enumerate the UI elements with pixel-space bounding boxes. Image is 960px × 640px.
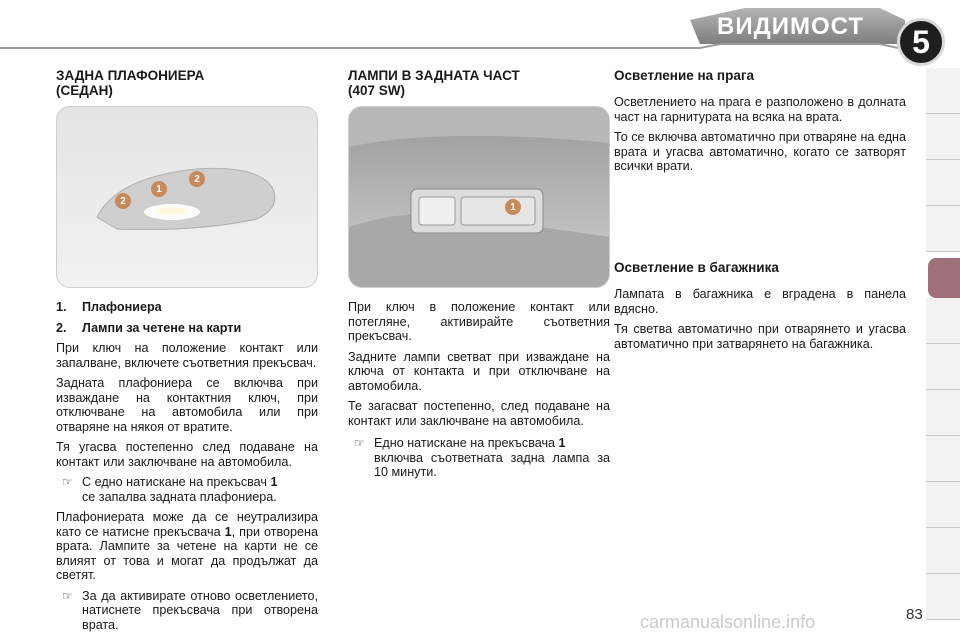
chapter-tab[interactable] [926, 390, 960, 436]
chapter-number-badge: 5 [897, 18, 945, 66]
chapter-tab[interactable] [926, 160, 960, 206]
chapter-tab[interactable] [926, 114, 960, 160]
paragraph: Тя светва автоматично при отварянето и угасва автоматично при затварянето на багажника. [614, 322, 906, 351]
note: ☞ С едно натискане на прекъсвач 1 се запалва задната плафониера. [56, 475, 318, 504]
legend-item: 2. Лампи за четене на карти [56, 320, 242, 335]
page-number: 83 [906, 606, 923, 623]
chapter-tab[interactable] [926, 68, 960, 114]
paragraph: При ключ на положение контакт или запалване, включете съответния прекъсвач. [56, 341, 318, 370]
chapter-tab[interactable] [926, 298, 960, 344]
photo-callout-2: 2 [189, 171, 205, 187]
pointing-hand-icon: ☞ [62, 475, 73, 489]
left-column-text [56, 300, 318, 638]
section-heading-rear-courtesy-lamp: ЗАДНА ПЛАФОНИЕРА (СЕДАН) [56, 68, 205, 98]
photo-callout-1: 1 [505, 199, 521, 215]
paragraph: Те загасват постепенно, след подаване на контакт или заключване на автомобила. [348, 399, 610, 428]
photo-callout-1: 1 [151, 181, 167, 197]
left-column [56, 68, 318, 98]
legend-item: 1. Плафониера [56, 300, 162, 314]
rear-lamp-switch-photo [348, 106, 610, 288]
right-column-lower [614, 260, 906, 357]
chapter-tab-active[interactable] [928, 258, 960, 298]
paragraph: Осветлението на прага е разположено в долната част на гарнитурата на всяка на врата. [614, 95, 906, 124]
note: ☞ Едно натискане на прекъсвача 1 включва съответната задна лампа за 10 минути. [348, 436, 610, 480]
watermark: carmanualsonline.info [640, 612, 816, 632]
paragraph: Задните лампи светват при изваждане на ключа от контакта и при отключване на автомобила. [348, 349, 610, 393]
middle-column [348, 68, 610, 98]
paragraph: Тя угасва постепенно след подаване на контакт или заключване на автомобила. [56, 440, 318, 469]
middle-column-text [348, 300, 610, 486]
paragraph: Задната плафониера се включва при изваждане на контактния ключ, при отключване на автомобила или при отваряне на някоя от вратите. [56, 376, 318, 434]
chapter-title: ВИДИМОСТ [717, 13, 864, 40]
rear-courtesy-lamp-photo [56, 106, 318, 288]
section-heading-sill-lighting: Осветление на прага [614, 68, 754, 83]
pointing-hand-icon: ☞ [354, 436, 365, 450]
right-column [614, 68, 906, 180]
photo-callout-2: 2 [115, 193, 131, 209]
section-heading-boot-lighting: Осветление в багажника [614, 260, 779, 275]
chapter-tab[interactable] [926, 436, 960, 482]
paragraph: Лампата в багажника е вградена в панела вдясно. [614, 287, 906, 316]
chapter-tab-strip [926, 68, 960, 628]
chapter-tab[interactable] [926, 528, 960, 574]
chapter-tab[interactable] [926, 482, 960, 528]
page-header [0, 0, 960, 60]
pointing-hand-icon: ☞ [62, 588, 73, 603]
paragraph: Плафониерата може да се неутрализира като се натисне прекъсвача 1, при отворена врата. Лампите за четене на карти не се влияят от това и могат да продължат да светят. [56, 510, 319, 582]
note: ☞ За да активирате отново осветлението, натиснете прекъсвача при отворена врата. [56, 589, 318, 633]
chapter-tab[interactable] [926, 206, 960, 252]
paragraph: При ключ в положение контакт или потегляне, активирайте съответния прекъсвач. [348, 300, 610, 343]
paragraph: То се включва автоматично при отваряне на една врата и угасва автоматично, когато се затворят всички врати. [614, 130, 906, 173]
section-heading-rear-lamps: ЛАМПИ В ЗАДНАТА ЧАСТ (407 SW) [348, 68, 520, 98]
chapter-tab[interactable] [926, 574, 960, 620]
chapter-tab[interactable] [926, 344, 960, 390]
